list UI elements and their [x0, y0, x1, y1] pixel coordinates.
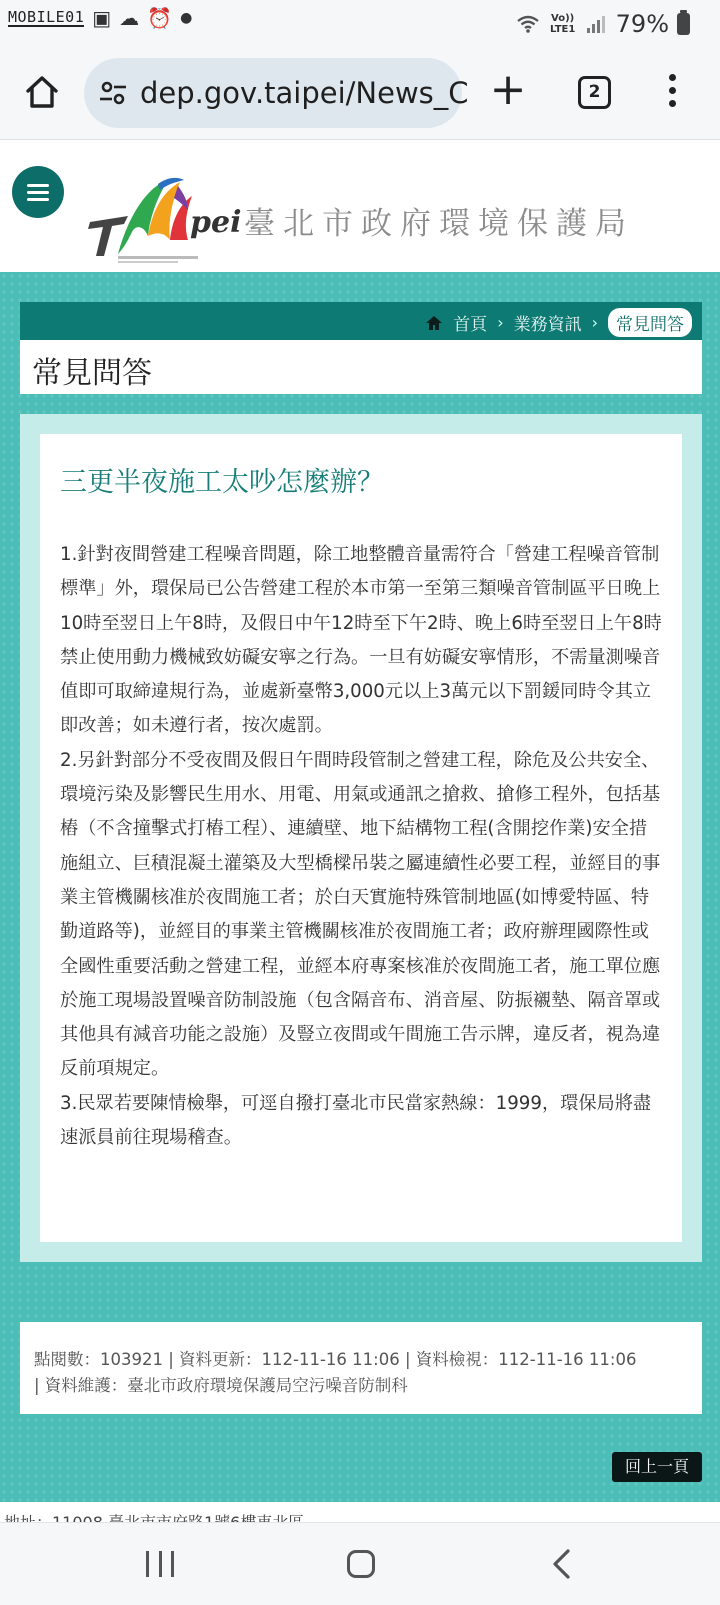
breadcrumb	[20, 302, 702, 340]
breadcrumb-separator: ›	[591, 313, 598, 332]
url-text: dep.gov.taipei/News_C	[140, 76, 469, 110]
breadcrumb-home-link[interactable]: 首頁	[453, 315, 488, 335]
faq-card	[40, 434, 682, 1242]
home-breadcrumb-icon[interactable]	[425, 314, 443, 332]
new-tab-icon[interactable]: +	[489, 64, 527, 115]
nav-back-icon[interactable]	[550, 1548, 574, 1580]
site-header	[0, 140, 720, 272]
page-info-box	[20, 1322, 702, 1414]
breadcrumb-section-link[interactable]: 業務資訊	[513, 315, 582, 335]
wifi-icon	[516, 14, 540, 34]
browser-toolbar	[0, 48, 720, 140]
alarm-icon: ⏰	[147, 6, 173, 30]
page-title-box	[20, 340, 702, 394]
org-name: 臺北市政府環境保護局	[244, 206, 634, 242]
gallery-icon: ▣	[92, 6, 112, 30]
page-title: 常見問答	[32, 356, 152, 391]
more-notifications-icon: ●	[180, 10, 193, 26]
breadcrumb-current: 常見問答	[608, 308, 692, 337]
answer-paragraph-1: 1.針對夜間營建工程噪音問題，除工地整體音量需符合「營建工程噪音管制標準」外，環保局已公告營建工程於本市第一至第三類噪音管制區平日晚上10時至翌日上午8時，及假日中午12時至下午2時、晚上6時至翌日上午8時禁止使用動力機械致妨礙安寧之行為。一旦有妨礙安寧情形，不需量測噪音值即可取締違規行為，並處新臺幣3,000元以上3萬元以下罰鍰同時令其立即改善；如未遵行者，按次處罰。	[60, 544, 662, 737]
footer	[0, 1502, 720, 1522]
back-button[interactable]: 回上一頁	[612, 1452, 702, 1482]
status-bar	[0, 0, 720, 48]
svg-text:pei: pei	[190, 205, 242, 240]
breadcrumb-separator: ›	[497, 313, 504, 332]
main-content	[0, 272, 720, 1502]
recent-apps-icon[interactable]	[146, 1551, 174, 1577]
tab-switcher-button[interactable]: 2	[578, 76, 611, 109]
page-stats-line: 點閱數：103921 | 資料更新：112-11-16 11:06 | 資料檢視：112-11-16 11:06	[34, 1350, 637, 1369]
cloud-icon: ☁	[119, 6, 140, 30]
home-icon[interactable]	[22, 72, 62, 112]
faq-panel	[20, 414, 702, 1262]
address-bar[interactable]	[84, 58, 469, 128]
network-type-label: Vo)) LTE1	[549, 13, 576, 35]
system-nav-bar	[0, 1522, 720, 1605]
answer-paragraph-3: 3.民眾若要陳情檢舉，可逕自撥打臺北市民當家熱線：1999，環保局將盡速派員前往現場稽查。	[60, 1092, 652, 1149]
faq-answer	[60, 538, 662, 1155]
nav-home-icon[interactable]	[347, 1550, 375, 1578]
taipei-logo[interactable]	[88, 176, 242, 266]
battery-icon	[677, 13, 690, 35]
battery-percent: 79%	[615, 10, 669, 38]
answer-paragraph-2: 2.另針對部分不受夜間及假日午間時段管制之營建工程，除危及公共安全、環境污染及影響民生用水、用電、用氣或通訊之搶救、搶修工程外，包括基樁（不含撞擊式打樁工程）、連續壁、地下結構物工程(含開挖作業)安全措施組立、巨積混凝土灌築及大型橋樑吊裝之屬連續性必要工程，並經目的事業主管機關核准於夜間施工者；於白天實施特殊管制地區(如博愛特區、特勤道路等)，並經目的事業主管機關核准於夜間施工者；政府辦理國際性或全國性重要活動之營建工程，並經本府專案核准於夜間施工者，施工單位應於施工現場設置噪音防制設施（包含隔音布、消音屋、防振襯墊、隔音罩或其他具有減音功能之設施）及豎立夜間或午間施工告示牌，違反者，視為違反前項規定。	[60, 749, 661, 1080]
faq-question: 三更半夜施工太吵怎麼辦？	[60, 467, 384, 498]
signal-icon	[586, 14, 608, 34]
more-options-icon[interactable]	[667, 74, 677, 114]
maintainer-line: | 資料維護：臺北市政府環境保護局空污噪音防制科	[34, 1376, 408, 1395]
watermark-text: MOBILE01	[8, 8, 85, 26]
hamburger-menu-button[interactable]	[12, 166, 64, 218]
site-settings-icon[interactable]	[98, 78, 128, 108]
